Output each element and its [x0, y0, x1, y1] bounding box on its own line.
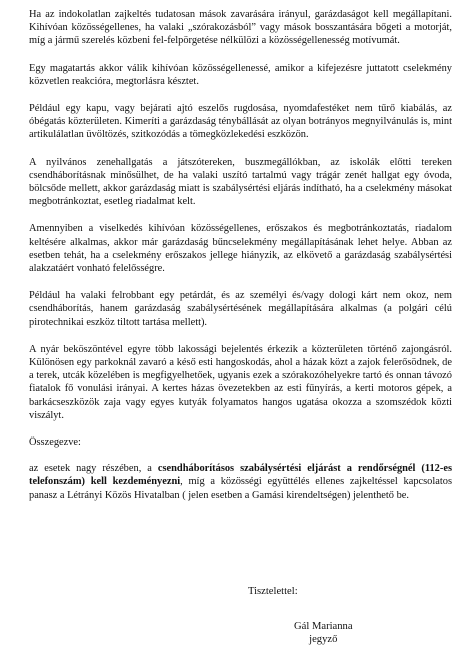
- paragraph-6: Például ha valaki felrobbant egy petárdát, és az személyi és/vagy dologi kárt nem okoz, nem csendháborítás, hanem garázdaság szabálysértésének megállapítására alkalmas (a polgári célú pirotechnikai eszköz tiltott tartása mellett).: [29, 290, 452, 328]
- signature-closing: Tisztelettel:: [248, 586, 298, 597]
- paragraph-3: Például egy kapu, vagy bejárati ajtó eszelős rugdosása, nyomdafestéket nem tűrő kiabálás, az óbégatás közterületen. Kimeríti a garázdaság ténybállását az olyan botrányos megnyilvánulás is, mint artikulálatlan üvöltözés, szitkozódás a tömegközlekedési eszközön.: [29, 103, 452, 141]
- paragraph-4: A nyilvános zenehallgatás a játszótereken, buszmegállókban, az iskolák előtti tereken csendháborításnak minősülhet, de ha valaki uszító tartalmú vagy trágár zenét hallgat egy óvoda, bölcsőde mellett, akkor garázdaság miatt is szabálysértési eljárás indítható, ha a cselekmény másokat megbotránkoztat, esetleg riadalmat kelt.: [29, 156, 452, 208]
- paragraph-summary: [29, 462, 452, 502]
- signature-block: [294, 620, 353, 646]
- signer-title: jegyző: [309, 634, 338, 646]
- paragraph-2: Egy magatartás akkor válik kihívóan közösségellenessé, amikor a kifejezésre juttatott cselekmény közvetlen reakcióra, megtorlásra késztet.: [29, 62, 452, 87]
- summary-emphasis: csendháborításos szabálysértési eljárást a rendőrségnél (112-es telefonszám) kell kezdeményezni: [29, 463, 452, 488]
- paragraph-1: Ha az indokolatlan zajkeltés tudatosan mások zavarására irányul, garázdaságot kell megállapítani. Kihívóan közösségellenes, ha valaki „szórakozásból” vagy mások bosszantására bőgeti a motorját, míg a jármű szerelés közbeni fel-felpörgetése nélkülözi a közösségellenesség motívumát.: [29, 9, 452, 47]
- summary-label: Összegezve:: [29, 437, 81, 449]
- summary-text-end: , míg a közösségi együttélés ellenes zajkeltéssel kapcsolatos panasz a Létrányi Közös Hivatalban ( jelen esetben a Gamási kirendeltségen) jelenthető be.: [29, 476, 452, 501]
- signer-name: Gál Marianna: [294, 621, 353, 632]
- paragraph-5: Amennyiben a viselkedés kihívóan közösségellenes, erőszakos és megbotránkoztatás, riadalom keltésére alkalmas, akkor már garázdaság bűncselekmény megállapításának lehet helye. Abban az esetben tehát, ha a cselekmény erőszakos jellege hiányzik, az elkövető a garázdaság szabálysértési alakzatáért vonható felelősségre.: [29, 223, 452, 275]
- paragraph-7: A nyár beköszöntével egyre több lakossági bejelentés érkezik a közterületen történő zajongásról. Különösen egy parkoknál zavaró a késő esti hangoskodás, ahol a házak közt a zajok felerősödnek, de a terek, utcák közelében is megfigyelhetőek, ugyanis ezek a szórakozóhelyekre tartó és onnan távozó fiatalok fő vonulási irányai. A kertes házas övezetekben az esti fűnyírás, a kerti motoros gépek, a barkácseszközök zaja vagy egyes kutyák folyamatos hangos ugatása okozza a szomszédok közti viszályt.: [29, 343, 452, 421]
- summary-text-start: az esetek nagy részében, a: [29, 463, 158, 475]
